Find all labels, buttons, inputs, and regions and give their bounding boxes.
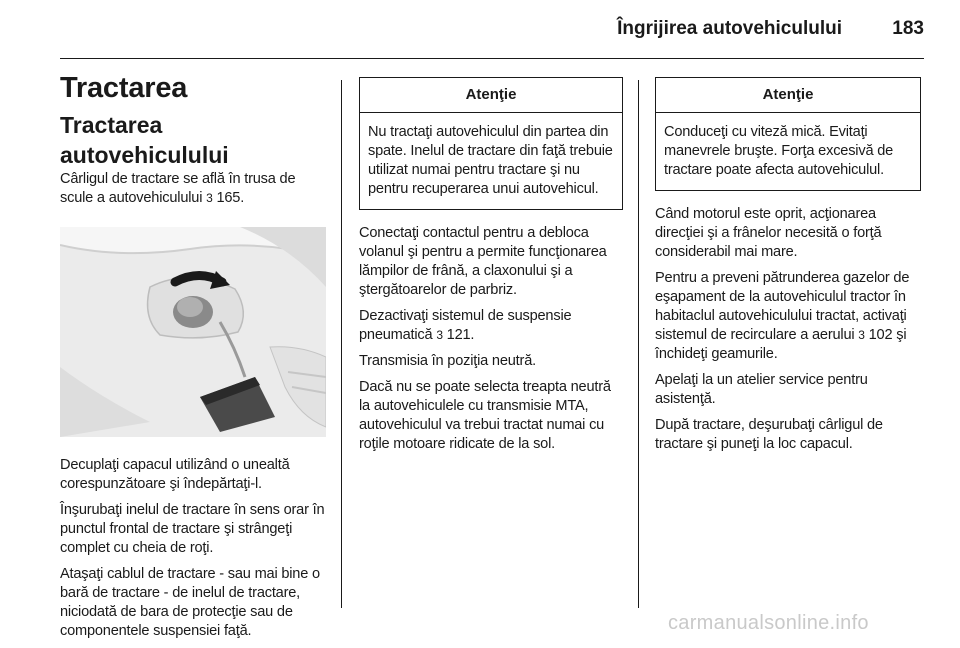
- intro-paragraph: [60, 170, 326, 208]
- towing-eye-drawing: [60, 227, 326, 437]
- section-subheading: Tractarea autovehiculului: [60, 112, 229, 168]
- page-ref-number: 102: [868, 327, 893, 343]
- header-divider: [60, 58, 924, 59]
- page-ref-number: 121.: [446, 327, 475, 343]
- recirculation-text: Pentru a preveni pătrunderea gazelor de eşapament de la autovehiculul tractor în habitaclul autovehiculului tractat, activaţi sistemul de recirculare a aerului: [655, 270, 910, 343]
- caution-box: [359, 77, 623, 210]
- page-ref-icon: 3: [436, 328, 443, 342]
- paragraph-ignition: Conectaţi contactul pentru a debloca volanul şi pentru a permite funcţionarea lămpilor de frână, a claxonului şi a ştergătoarelor de parbriz.: [359, 225, 607, 298]
- paragraph-service: Apelaţi la un atelier service pentru asistenţă.: [655, 372, 868, 407]
- column-3: [655, 77, 921, 461]
- page-ref-icon: 3: [858, 328, 865, 342]
- section-heading: Tractarea: [60, 72, 188, 104]
- paragraph-suspension: [359, 307, 623, 345]
- caution-text: Nu tractaţi autovehiculul din partea din spate. Inelul de tractare din faţă trebuie utilizat numai pentru tractare şi nu pentru recuperarea unui autovehicul.: [368, 124, 613, 197]
- paragraph-attach-cable: Ataşaţi cablul de tractare - sau mai bine o bară de tractare - de inelul de tractare, niciodată de bara de protecţie sau de componentele suspensiei faţă.: [60, 566, 320, 639]
- caution-text: Conduceţi cu viteză mică. Evitaţi manevrele bruşte. Forţa excesivă de tractare poate afecta autovehiculul.: [664, 124, 894, 178]
- column-2: [359, 77, 623, 461]
- paragraph-recirculation: [655, 269, 921, 364]
- watermark: carmanualsonline.info: [668, 612, 869, 634]
- column-1: [60, 70, 326, 648]
- caution-box: [655, 77, 921, 191]
- caution-title: Atenţie: [656, 78, 920, 113]
- paragraph-neutral: Transmisia în poziţia neutră.: [359, 353, 536, 369]
- paragraph-after-towing: După tractare, deşurubaţi cârligul de tractare şi puneţi la loc capacul.: [655, 417, 883, 452]
- paragraph-engine-off: Când motorul este oprit, acţionarea direcţiei şi a frânelor necesită o forţă considerabil mai mare.: [655, 206, 882, 260]
- page-number: 183: [892, 18, 924, 39]
- paragraph-screw-eye: Înşurubaţi inelul de tractare în sens orar în punctul frontal de tractare şi strângeţi complet cu cheia de roţi.: [60, 502, 325, 556]
- column-divider-2: [638, 80, 639, 608]
- caution-title: Atenţie: [360, 78, 622, 113]
- paragraph-mta: Dacă nu se poate selecta treapta neutră la autovehiculele cu transmisie MTA, autovehiculul va trebui tractat numai cu roţile motoare ridicate de la sol.: [359, 379, 611, 452]
- page-ref-icon: 3: [206, 191, 213, 205]
- intro-text: Cârligul de tractare se află în trusa de scule a autovehiculului: [60, 171, 296, 206]
- recirculation-text-end: şi închideţi geamurile.: [655, 327, 907, 362]
- header-title: Îngrijirea autovehiculului: [617, 18, 842, 39]
- towing-illustration: [60, 227, 326, 437]
- column-divider-1: [341, 80, 342, 608]
- suspension-text: Dezactivaţi sistemul de suspensie pneumatică: [359, 308, 572, 343]
- page-ref-number: 165.: [216, 190, 245, 206]
- paragraph-remove-cover: Decuplaţi capacul utilizând o unealtă corespunzătoare şi îndepărtaţi-l.: [60, 457, 290, 492]
